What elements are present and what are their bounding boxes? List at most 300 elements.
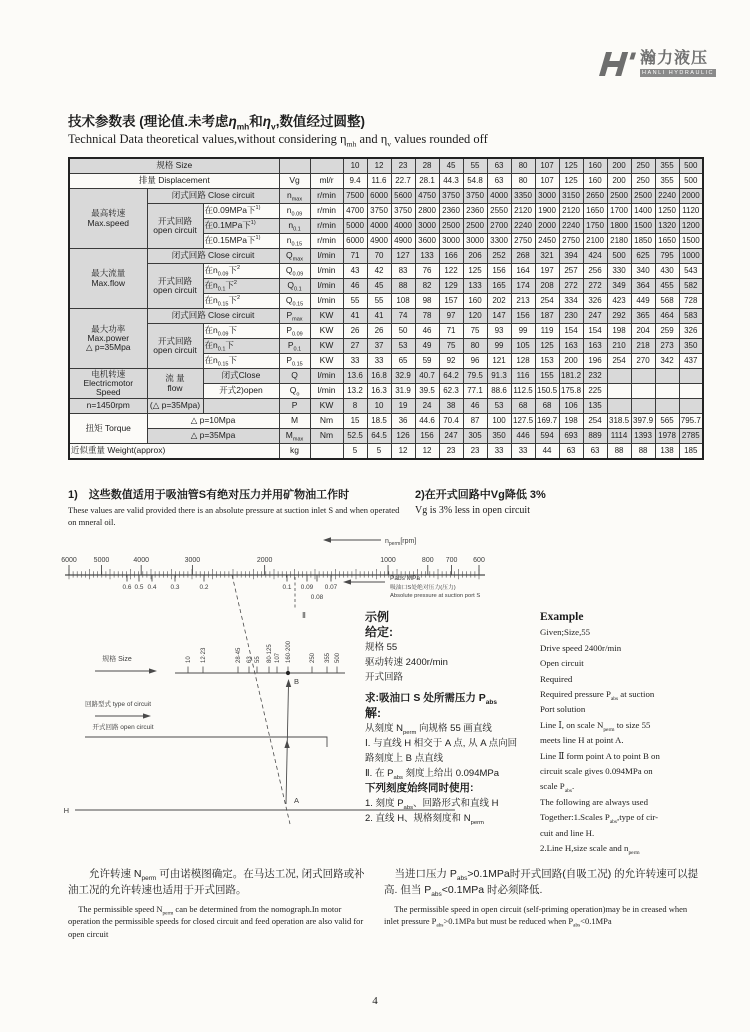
note-2-cn: 2)在开式回路中Vg降低 3% [415,489,546,501]
value-cell [631,399,655,414]
value-cell: 437 [679,354,703,369]
value-cell: 163 [583,339,607,354]
value-cell: 424 [583,249,607,264]
value-cell: 1650 [655,234,679,249]
value-cell: 340 [631,264,655,279]
value-cell: 33 [511,444,535,460]
table-cell: △ p=10Mpa [147,414,279,429]
value-cell: 1400 [631,204,655,219]
value-cell: 174 [511,279,535,294]
table-cell: 开式回路 open circuit [147,324,203,369]
value-cell: 125 [535,339,559,354]
value-cell: 150.5 [535,384,559,399]
value-cell: 187 [535,309,559,324]
nperm-scale [61,537,485,579]
value-cell: 83 [391,264,415,279]
table-cell: 最大流量 Max.flow [69,249,147,309]
text-line: 路刻度上 B 点直线 [365,753,444,764]
value-cell: 1750 [583,219,607,234]
value-cell: 198 [607,324,631,339]
value-cell: 2000 [535,219,559,234]
table-cell: r/min [310,204,343,219]
value-cell: 33 [367,354,391,369]
value-cell: 40.7 [415,369,439,384]
value-cell: 2785 [679,429,703,444]
value-cell: 26 [343,324,367,339]
value-cell: 99 [487,339,511,354]
value-cell: 3750 [391,204,415,219]
value-cell: 10 [367,399,391,414]
value-cell: 2700 [487,219,511,234]
value-cell: 15 [343,414,367,429]
svg-text:500: 500 [335,652,341,663]
value-cell: 169.7 [535,414,559,429]
value-cell: 594 [535,429,559,444]
table-cell [279,158,310,174]
value-cell: 200 [607,158,631,174]
svg-text:0.07: 0.07 [324,584,338,591]
table-row [69,158,703,174]
value-cell: 106 [559,399,583,414]
table-cell: KW [310,354,343,369]
value-cell: 125 [559,174,583,189]
svg-text:700: 700 [445,557,458,564]
value-cell: 4900 [367,234,391,249]
value-cell: 107 [535,158,559,174]
table-cell: $n_{0.15}$ [279,234,310,249]
svg-text:0.2: 0.2 [199,584,209,591]
value-cell: 5 [343,444,367,460]
value-cell: 1393 [631,429,655,444]
svg-text:12·23: 12·23 [201,647,207,663]
value-cell: 2120 [511,204,535,219]
value-cell: 155 [535,369,559,384]
value-cell: 82 [415,279,439,294]
value-cell: 88 [391,279,415,294]
value-cell: 446 [511,429,535,444]
value-cell: 256 [583,264,607,279]
company-logo [598,50,716,80]
value-cell: 38 [439,399,463,414]
value-cell: 28.1 [415,174,439,189]
value-cell: 232 [583,369,607,384]
value-cell: 423 [607,294,631,309]
value-cell: 394 [559,249,583,264]
value-cell: 355 [655,158,679,174]
value-cell: 70 [367,249,391,264]
bottom-right-cn: 当进口压力 $P_{abs}>0.1MPa$时开式回路(自吸工况) 的允许转速可以提高. 但当 $P_{abs}<0.1MPa$ 时必须降低. [384,868,699,899]
value-cell: 154 [583,324,607,339]
table-row [69,174,703,189]
tech-table-body [69,158,703,459]
value-cell: 198 [559,414,583,429]
value-cell: 88 [607,444,631,460]
value-cell: 23 [463,444,487,460]
value-cell: 1800 [607,219,631,234]
value-cell: 1120 [679,204,703,219]
value-cell: 74 [391,309,415,324]
circuit-scale [85,699,327,747]
text-line: 2. 直线 H、规格刻度和 $N_{perm}$ [365,813,484,826]
table-cell: l/min [310,279,343,294]
table-cell: Nm [310,414,343,429]
text-line: Together:1.Scales $P_{abs},type$ of cir- [540,812,659,826]
svg-text:250: 250 [310,652,316,663]
value-cell: 88.6 [487,384,511,399]
value-cell: 3750 [367,204,391,219]
value-cell: 4000 [367,219,391,234]
value-cell: 53 [487,399,511,414]
size-scale [95,640,345,686]
value-cell: 4700 [343,204,367,219]
value-cell: 122 [439,264,463,279]
pabs-scale [123,575,481,601]
value-cell: 138 [655,444,679,460]
value-cell: 330 [607,264,631,279]
value-cell: 92 [439,354,463,369]
value-cell: 19 [391,399,415,414]
value-cell: 583 [679,309,703,324]
text-line: Line Ⅱ form point A to point B on [540,750,660,761]
value-cell: 3000 [535,189,559,204]
value-cell: 1500 [631,219,655,234]
value-cell: 2650 [583,189,607,204]
table-row [69,399,703,414]
value-cell: 127.5 [511,414,535,429]
svg-text:0.1: 0.1 [282,584,292,591]
value-cell: 208 [535,279,559,294]
value-cell: 3350 [511,189,535,204]
value-cell: 326 [583,294,607,309]
svg-text:355: 355 [325,652,331,663]
svg-text:5000: 5000 [93,557,110,564]
value-cell: 889 [583,429,607,444]
value-cell: 33 [487,444,511,460]
value-cell: 543 [679,264,703,279]
value-cell: 397.9 [631,414,655,429]
value-cell: 63 [559,444,583,460]
value-cell: 78 [415,309,439,324]
value-cell [631,369,655,384]
value-cell [607,399,631,414]
value-cell: 582 [679,279,703,294]
table-row [69,414,703,429]
construction-lines [232,575,306,824]
table-row [69,324,703,339]
value-cell: 119 [535,324,559,339]
value-cell: 116 [511,369,535,384]
table-cell: l/min [310,294,343,309]
text-line: Port solution [540,704,586,715]
text-line: Example [540,611,584,623]
value-cell: 87 [463,414,487,429]
svg-text:107: 107 [275,652,281,663]
table-cell: 在0.1MPa下$^{1)}$ [203,219,279,234]
svg-text:0.3: 0.3 [170,584,180,591]
text-line: 示例 [365,610,390,624]
svg-text:B: B [294,677,300,686]
value-cell: 5600 [391,189,415,204]
value-cell: 1114 [607,429,631,444]
value-cell: 1700 [607,204,631,219]
svg-text:Ⅱ: Ⅱ [302,611,306,620]
value-cell: 3300 [487,234,511,249]
value-cell: 4750 [415,189,439,204]
value-cell: 185 [679,444,703,460]
value-cell: 2240 [559,219,583,234]
table-cell: 在0.09MPa下$^{1)}$ [203,204,279,219]
value-cell: 76 [415,264,439,279]
value-cell: 326 [679,324,703,339]
value-cell: 16.8 [367,369,391,384]
value-cell: 10 [343,158,367,174]
value-cell: 464 [655,309,679,324]
table-cell [310,444,343,460]
table-row [69,429,703,444]
value-cell: 46 [415,324,439,339]
logo-h-icon [598,50,636,80]
svg-text:回路型式 type of circuit: 回路型式 type of circuit [84,701,152,708]
text-line: Open circuit [540,658,584,669]
value-cell: 41 [343,309,367,324]
table-cell: KW [310,324,343,339]
text-line: 解: [365,706,381,720]
table-cell: $P_{max}$ [279,309,310,324]
value-cell: 8 [343,399,367,414]
table-cell [310,158,343,174]
value-cell: 156 [511,309,535,324]
point-B [286,671,290,675]
value-cell [655,369,679,384]
table-cell: 规格 Size [69,158,279,174]
value-cell: 250 [631,174,655,189]
table-cell: $P_{0.09}$ [279,324,310,339]
table-cell: $Q_{0.09}$ [279,264,310,279]
value-cell: 46 [343,279,367,294]
value-cell: 1000 [679,249,703,264]
value-cell: 26 [367,324,391,339]
table-cell: 在0.15MPa下$^{1)}$ [203,234,279,249]
value-cell: 97 [439,309,463,324]
svg-text:2000: 2000 [256,557,273,564]
bottom-right-en: The permissible speed in open circuit (self-priming operation)may be in creased when inlet pressure $P_{abs}>0.1MPa$ but must be reduced when $P_{abs}<0.1MPa$ [384,903,688,929]
value-cell: 364 [631,279,655,294]
pabs-label-en: Absolute pressure at suction port S [390,593,481,599]
value-cell: 430 [655,264,679,279]
value-cell: 3000 [439,234,463,249]
table-cell: 在$n_{0.1}$下 [203,339,279,354]
value-cell: 181.2 [559,369,583,384]
value-cell: 63 [583,444,607,460]
value-cell: 70.4 [439,414,463,429]
bottom-left-cn: 允许转速 $N_{perm}$ 可由诺模图确定。在马达工况, 闭式回路或补油工况的允许转速也适用于开式回路。 [68,868,365,897]
value-cell: 43 [343,264,367,279]
text-line: Required [540,673,573,684]
bottom-note-left [68,866,370,941]
value-cell: 12 [391,444,415,460]
value-cell: 254 [535,294,559,309]
value-cell: 350 [679,339,703,354]
text-line: Drive speed 2400r/min [540,642,622,653]
value-cell: 135 [583,399,607,414]
table-cell: $n_{0.09}$ [279,204,310,219]
value-cell: 565 [655,414,679,429]
text-line: 开式回路 [365,672,404,683]
value-cell: 204 [631,324,655,339]
page-title: 技术参数表 (理论值.未考虑$\eta_{mh}$和$\eta_v$,数值经过圆整) [68,114,365,132]
table-cell: $P_{0.15}$ [279,354,310,369]
value-cell: 98 [415,294,439,309]
svg-text:0.5: 0.5 [134,584,144,591]
value-cell: 13.2 [343,384,367,399]
table-row [69,264,703,279]
value-cell: 156 [487,264,511,279]
value-cell: 2750 [511,234,535,249]
note-2-en: Vg is 3% less in open circuit [415,505,530,516]
value-cell: 55 [463,158,487,174]
value-cell: 80 [463,339,487,354]
note-1-en: These values are valid provided there is an absolute pressure at suction inlet S and when operated on mneral oil. [68,505,400,528]
table-cell: l/min [310,369,343,384]
svg-text:80·125: 80·125 [267,644,273,663]
table-cell: $Q_{0.15}$ [279,294,310,309]
value-cell: 107 [535,174,559,189]
table-cell: KW [310,339,343,354]
value-cell: 64.2 [439,369,463,384]
value-cell: 334 [559,294,583,309]
value-cell: 3750 [439,189,463,204]
value-cell: 342 [655,354,679,369]
value-cell: 500 [679,158,703,174]
value-cell: 2240 [655,189,679,204]
value-cell: 156 [415,429,439,444]
bottom-left-en: The permissible speed $N_{perm}$ can be determined from the nomograph.In motor operation the permissible speeds for closed circuit and feed operation are also valid for open circuit [68,903,364,940]
value-cell: 24 [415,399,439,414]
value-cell: 2750 [559,234,583,249]
value-cell: 121 [487,354,511,369]
value-cell: 18.5 [367,414,391,429]
value-cell: 175.8 [559,384,583,399]
value-cell: 46 [463,399,487,414]
pabs-label-cn: 吸油口S处绝对压力(压力) [390,585,456,591]
table-cell: 闭式Close [203,369,279,384]
value-cell: 49 [415,339,439,354]
table-row [69,309,703,324]
value-cell: 41 [367,309,391,324]
value-cell: 28 [415,158,439,174]
value-cell: 64.5 [367,429,391,444]
value-cell: 1978 [655,429,679,444]
table-cell: $Q_{max}$ [279,249,310,264]
value-cell: 247 [439,429,463,444]
value-cell: 225 [583,384,607,399]
table-cell: △ p=35Mpa [147,429,279,444]
value-cell: 728 [679,294,703,309]
table-cell: $n_{0.1}$ [279,219,310,234]
value-cell: 79.5 [463,369,487,384]
svg-text:A: A [294,796,300,805]
text-line: 2.Line H,size scale and $n_{perm}$ [540,843,640,856]
table-cell: $P_{0.1}$ [279,339,310,354]
value-cell: 2500 [439,219,463,234]
table-cell: 闭式回路 Close circuit [147,309,279,324]
value-cell: 5 [367,444,391,460]
table-cell: 在$n_{0.09}$下 [203,324,279,339]
table-cell: 开式回路 open circuit [147,204,203,249]
value-cell: 77.1 [463,384,487,399]
value-cell: 2450 [535,234,559,249]
value-cell: 200 [559,354,583,369]
svg-text:0.4: 0.4 [147,584,157,591]
note-1-cn: 1) 这些数值适用于吸油管S有绝对压力并用矿物油工作时 [68,489,350,501]
value-cell: 2550 [487,204,511,219]
text-line: 驱动转速 2400r/min [365,657,448,668]
value-cell: 63 [487,158,511,174]
value-cell: 165 [487,279,511,294]
text-line: 下列刻度始终同时使用: [365,782,474,794]
value-cell [655,399,679,414]
svg-text:0.08: 0.08 [310,594,324,601]
value-cell: 11.6 [367,174,391,189]
value-cell: 254 [583,414,607,429]
table-cell: n=1450rpm [69,399,147,414]
table-cell: 在$n_{0.09}$下$^2$ [203,264,279,279]
page-number: 4 [372,995,378,1007]
value-cell [679,369,703,384]
value-cell: 80 [511,158,535,174]
value-cell: 125 [559,158,583,174]
value-cell: 55 [343,294,367,309]
value-cell: 68 [535,399,559,414]
value-cell: 3000 [415,219,439,234]
value-cell: 2360 [439,204,463,219]
value-cell: 1650 [583,204,607,219]
table-cell: $Q_{0.1}$ [279,279,310,294]
value-cell: 500 [607,249,631,264]
value-cell: 3000 [463,234,487,249]
value-cell: 568 [655,294,679,309]
svg-text:3000: 3000 [184,557,201,564]
value-cell: 349 [607,279,631,294]
svg-text:10: 10 [186,656,192,663]
value-cell: 268 [511,249,535,264]
value-cell: 75 [463,324,487,339]
table-cell: 在$n_{0.1}$下$^2$ [203,279,279,294]
value-cell: 112.5 [511,384,535,399]
page-subtitle: Technical Data theoretical values,without considering $\eta_{mh}$ and $\eta_v$ values rounded off [68,132,488,149]
table-cell: M [279,414,310,429]
value-cell: 52.5 [343,429,367,444]
value-cell: 2500 [607,189,631,204]
value-cell: 53 [391,339,415,354]
line-I [232,575,290,824]
table-cell: 开式2)open [203,384,279,399]
value-cell: 50 [391,324,415,339]
value-cell: 71 [343,249,367,264]
value-cell: 625 [631,249,655,264]
svg-text:28·45: 28·45 [236,647,242,663]
value-cell [679,384,703,399]
value-cell: 147 [487,309,511,324]
value-cell [631,384,655,399]
value-cell: 23 [391,158,415,174]
value-cell: 160 [463,294,487,309]
value-cell: 795 [655,249,679,264]
value-cell: 1200 [679,219,703,234]
logo-en-text: HANLI HYDRAULIC [642,70,715,76]
text-line: Ⅱ. 在 $P_{abs}$ 刻度上给出 0.094MPa [365,768,500,781]
value-cell: 202 [487,294,511,309]
